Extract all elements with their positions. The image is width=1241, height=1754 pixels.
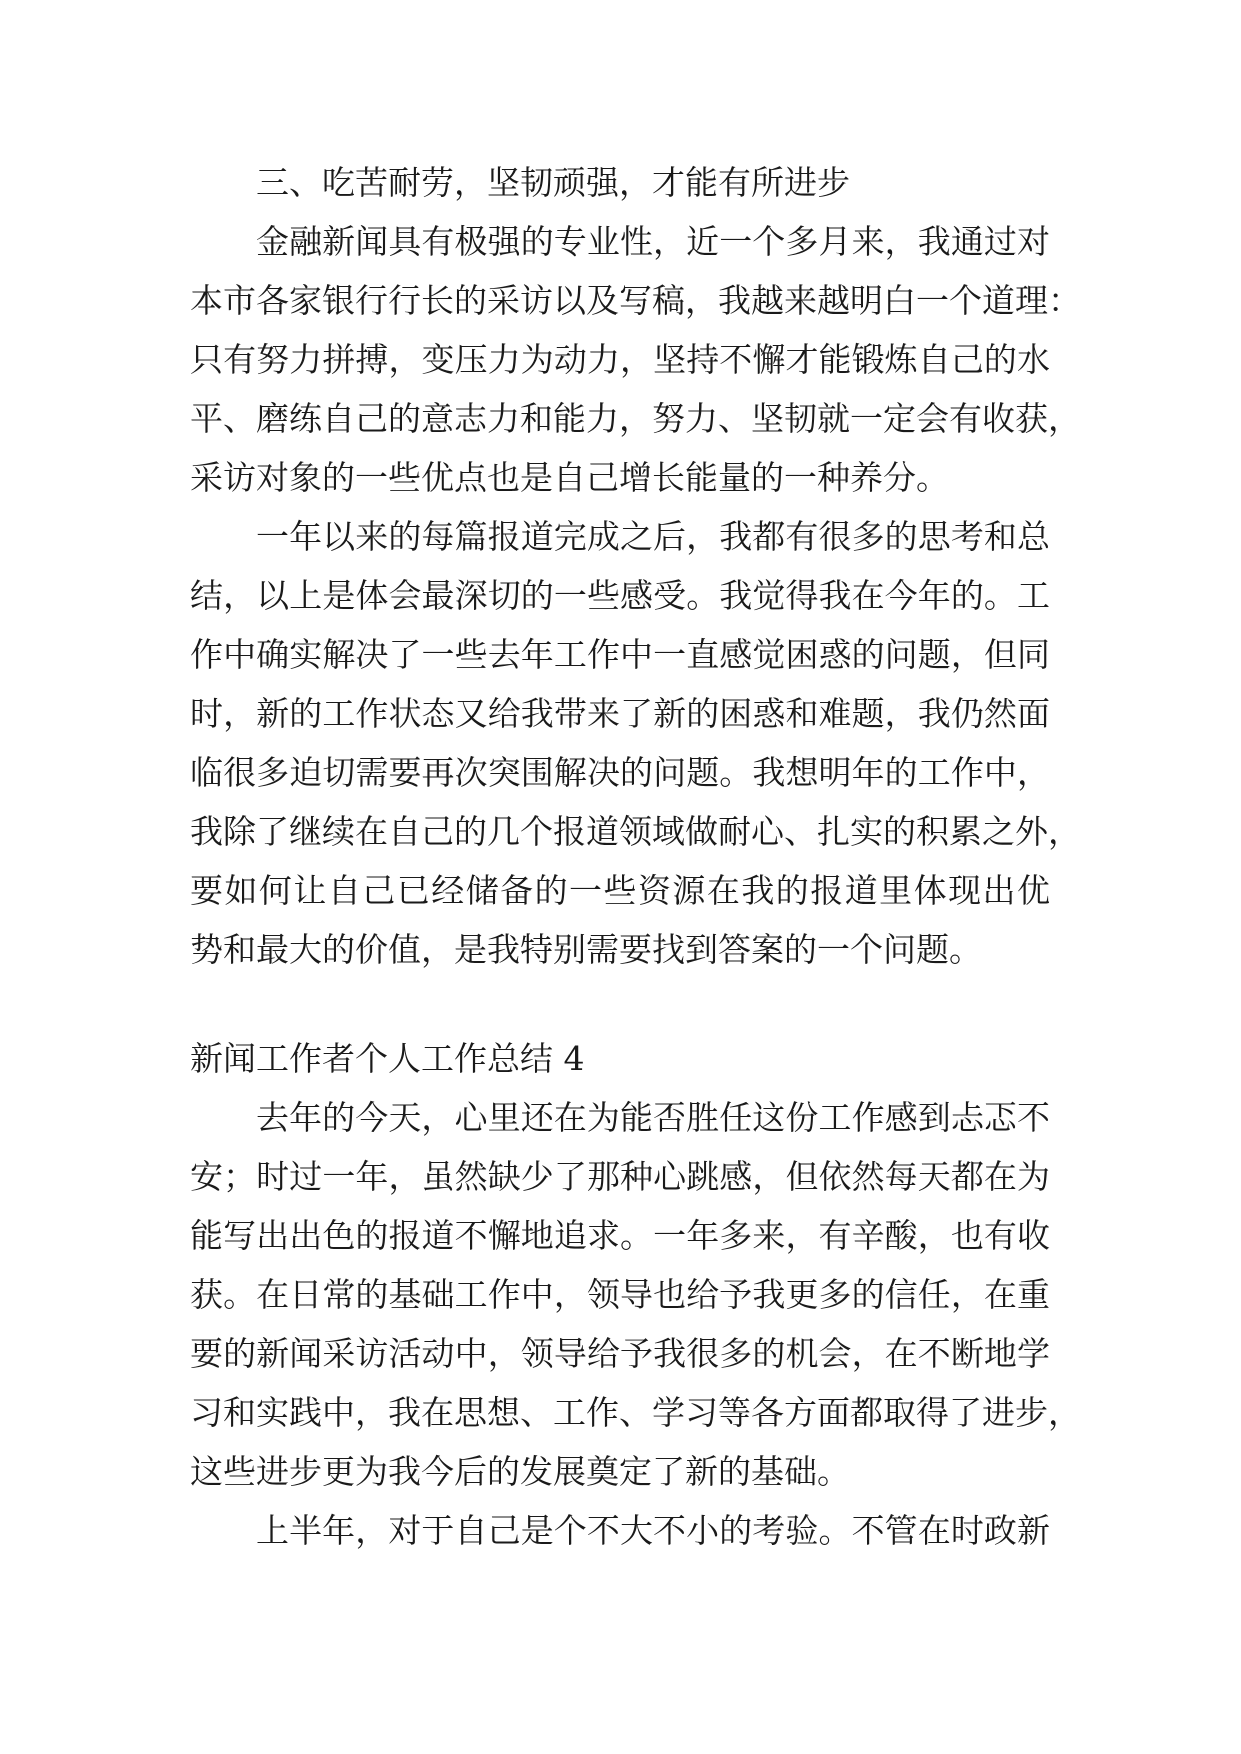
paragraph-line: 只有努力拼搏，变压力为动力，坚持不懈才能锻炼自己的水 bbox=[190, 340, 1050, 379]
paragraph-line: 结，以上是体会最深切的一些感受。我觉得我在今年的。工 bbox=[190, 576, 1050, 615]
paragraph-line: 时，新的工作状态又给我带来了新的困惑和难题，我仍然面 bbox=[190, 694, 1050, 733]
paragraph-line: 去年的今天，心里还在为能否胜任这份工作感到忐忑不 bbox=[256, 1098, 1050, 1137]
paragraph-line: 一年以来的每篇报道完成之后，我都有很多的思考和总 bbox=[256, 517, 1050, 556]
paragraph-line: 能写出出色的报道不懈地追求。一年多来，有辛酸，也有收 bbox=[190, 1216, 1050, 1255]
paragraph-line: 要的新闻采访活动中，领导给予我很多的机会，在不断地学 bbox=[190, 1334, 1050, 1373]
paragraph-line: 我除了继续在自己的几个报道领域做耐心、扎实的积累之外， bbox=[190, 812, 1081, 851]
section-heading: 三、吃苦耐劳，坚韧顽强，才能有所进步 bbox=[256, 163, 850, 202]
paragraph-line: 要如何让自己已经储备的一些资源在我的报道里体现出优 bbox=[190, 871, 1050, 910]
paragraph-line: 获。在日常的基础工作中，领导也给予我更多的信任，在重 bbox=[190, 1275, 1050, 1314]
paragraph-line: 这些进步更为我今后的发展奠定了新的基础。 bbox=[190, 1452, 850, 1491]
paragraph-line: 势和最大的价值，是我特别需要找到答案的一个问题。 bbox=[190, 930, 982, 969]
paragraph-line: 习和实践中，我在思想、工作、学习等各方面都取得了进步， bbox=[190, 1393, 1081, 1432]
paragraph-line: 金融新闻具有极强的专业性，近一个多月来，我通过对 bbox=[256, 222, 1050, 261]
paragraph-line: 安；时过一年，虽然缺少了那种心跳感，但依然每天都在为 bbox=[190, 1157, 1050, 1196]
paragraph-line: 临很多迫切需要再次突围解决的问题。我想明年的工作中， bbox=[190, 753, 1050, 792]
paragraph-line: 上半年，对于自己是个不大不小的考验。不管在时政新 bbox=[256, 1511, 1050, 1550]
paragraph-line: 平、磨练自己的意志力和能力，努力、坚韧就一定会有收获， bbox=[190, 399, 1081, 438]
paragraph-line: 本市各家银行行长的采访以及写稿，我越来越明白一个道理： bbox=[190, 281, 1081, 320]
paragraph-line: 作中确实解决了一些去年工作中一直感觉困惑的问题，但同 bbox=[190, 635, 1050, 674]
paragraph-line: 采访对象的一些优点也是自己增长能量的一种养分。 bbox=[190, 458, 949, 497]
article-title: 新闻工作者个人工作总结 4 bbox=[190, 1039, 585, 1078]
